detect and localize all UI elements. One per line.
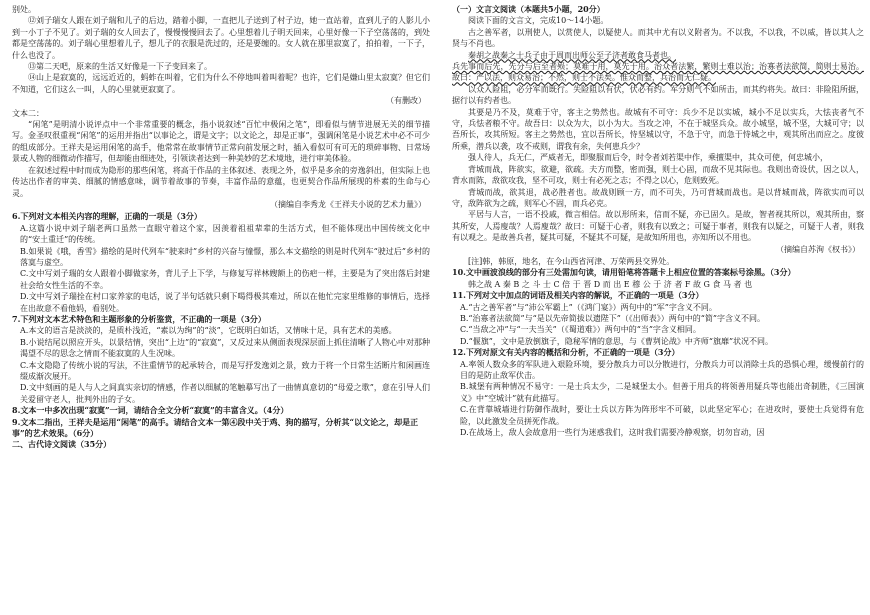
paragraph: 背城而战，阵欲实，欲避，欲疏。夫方而整，密而强，则士心固，而敌不见其际也。我则出奇设伏，因之以人，背水而陈，敌欲攻我，坚不可攻，则士有必死之志；不得之以心，危则致死。 [452, 164, 864, 186]
answer-option: A.“古之善军者”与“沛公军霸上”（《鸿门宴》）两句中的“军”字含义不同。 [460, 302, 717, 312]
paragraph: 其要是乃不及，莫难于守，客主之势然也。故城有不可守：兵少不足以实城，城小不足以实兵，大怯丧者气不守，兵怯者粮不守。故吾曰：以众为大，以小为大。当攻之冲，不在于城坚兵众。故小城坚，城不坚，大城可守；以吾所长，攻其所短。客主之势然也，宜以吾所长，恃坚城以守，不急于守，而急于恃城之中，观其所出而应之。度彼所乘，潜兵以袭，攻不戒则，谓我有余，失何患兵少？ [452, 107, 864, 151]
answer-option: D.在战场上，敌人会故意用一些行为迷惑我们，这时我们需要冷静观察，切勿盲动，因 [460, 428, 765, 438]
answer-option: A.本文的语言是淡淡的，是质朴浅近，“素以为绚”的“淡”，它既明白如话，又情味十足，具有艺术的美感。 [20, 326, 397, 336]
paragraph: ⑭山上是寂寞的，远远近近的，蚂蚱在叫着，它们为什么不停地叫着叫着呢？也许，它们是嫌山里太寂寞？但它们不知道，它们这么一叫，人的心里就更寂寞了。 [12, 73, 430, 94]
question-heading: 二、古代诗文阅读（35分） [12, 439, 112, 450]
source-citation: （有删改） [386, 96, 426, 106]
paragraph: 强人待人，兵无仁，严威者无，即聚服而后令，时令者刘若渠中作，乘擅渠中，其众可使，何忠城小， [468, 153, 828, 163]
question-heading: 7.下列对文本艺术特色和主题形象的分析鉴赏，不正确的一项是（3分） [12, 313, 266, 324]
answer-option: C.本文隐隐了传统小说的写法，不注重情节的起承转合，而是写抒发逸刘之景，致力于将一个日常生活断片和闲画连缀成渐次展开。 [20, 360, 430, 381]
paragraph: 秦胡之战秦之士兵子由于周而出师公至子济者敢食马者也。 [468, 50, 676, 60]
paragraph: 以众入险阻，必分军而既行。失险阻以有伏，伏必有约。军分则气不如所击，而其约将失。故曰：非险阻所据，据行以有约者也。 [452, 84, 864, 106]
source-citation: （摘编自苏洵《权书》） [776, 244, 860, 254]
answer-option: C.文中写刘子瑞的女人跟着小脚做家务，背儿子上下学，与修复写祥林嫂额上的伤疤一样，主要是为了突出落后封建社会给女性生活的不幸。 [20, 269, 430, 290]
answer-option: C.“当敌之冲”与“一夫当关”（《蜀道难》）两句中的“当”字含义相同。 [460, 325, 701, 335]
paragraph: 阅读下面的文言文，完成10～14小题。 [468, 16, 609, 26]
question-heading: 12.下列对原文有关内容的概括和分析，不正确的一项是（3分） [452, 347, 680, 358]
question-heading: 10.文中画波浪线的部分有三处需加句读，请用铅笔将答题卡上相应位置的答案标号涂黑。（3分） [452, 267, 796, 278]
question-heading: 6.下列对文本相关内容的理解，正确的一项是（3分） [12, 211, 202, 222]
left-column [12, 4, 430, 612]
answer-option: B.小说结尾以照应开头，以景结情，突出“上边”的“寂寞”，又反过来从侧面表现深层面上抓住清晰了人物心中对那种渴望不尽的思念之情而不能寂寞的人生况味。 [20, 337, 430, 359]
answer-option: C.在背靠城墙进行防御作战时，要让士兵以方阵为阵形牢不可破，以此坚定军心；在进攻时，要使士兵觉得有危险，以此激发全员拼死作战。 [460, 405, 864, 426]
paragraph: 背城而战，欲其退，战必胜者也。故战则顾一方，而不可失，乃可背城而战也。是以背城而战，阵欲实而可以守，敌阵欲为之疏，则军心不固，而兵必克。 [452, 187, 864, 208]
paragraph: ⑫刘子瑞女人跟在刘子瑞和儿子的后边，踏着小脚，一直把儿子送到了村子边，她一直站着，直到儿子的人影儿小到一小丁子不见了。刘子瑞的女人回去了，慢慢慢慢回去了。心里想着儿子明天回来，心里好像一下子空荡荡的，到处都是空荡荡的。刘子瑞心里想着儿子，想儿子的衣服是洗过的，还是要缠的。女人就在那里寂寞了，拍拍着，一下子，什么也没了。 [12, 16, 430, 60]
paragraph: 兵先事而后先，先分与后至者殒；莫难于用，莫先于用。治众者法繁，繁则士难以治；治寡者法欲简，简则士易治。故曰：严以法，则众易治；不然，则士不法矣。惟众而整，兵治而无仁疑。 [452, 62, 864, 83]
question-heading: （一）文言文阅读（本题共5小题，20分） [452, 4, 605, 14]
question-heading: 8.文本一中多次出现“寂寞”一词，请结合全文分析“寂寞”的丰富含义。（4分） [12, 405, 289, 416]
answer-option: B.“治寡者法欲简”与“是以先帝简拔以遗陛下”（《出师表》）两句中的“简”字含义不同。 [460, 313, 765, 323]
paragraph: 别处。 [12, 5, 36, 14]
question-heading: 11.下列对文中加点的词语及相关内容的解说，不正确的一项是（3分） [452, 290, 704, 301]
paragraph: 古之善军者，以刑使人，以赏使人，以疑使人。而其中尤有以义附者为。不以我，不以我，不以威，皆以其人之贤与不肖也。 [452, 27, 864, 49]
answer-option: A.率领人数众多的军队进入艰险环境，要分散兵力可以分散进行，分散兵力可以消除士兵的恐惧心理，缓慢前行的目的是防止敌军伏击。 [460, 359, 864, 380]
paragraph: 韩之战 A 秦 B 之 斗 士 C 倍 于 晋 D 而 出 E 穆 公 于 济 者 F 故 G 食 马 者 也 [468, 279, 753, 289]
paragraph: “闲笔”是明清小说评点中一个非常重要的概念，指小说叙述“百忙中极闲之笔”，即看似与情节进展无关的细节描写。金圣叹很重视“闲笔”的运用并指出“以事论之，谓是文字；以文论之，却是正事”，强调闲笔是小说艺术中必不可少的组成部分。王祥夫是运用闲笔的高手，他常常在故事情节正常向前发展之时，插入看似可有可无的琐碎事物、日常场景或人物的细微动作描写，但却能由细迹处，引领读者达到一种美妙的艺术境地，进行审美体验。 [12, 120, 430, 164]
paragraph: 文本二： [12, 108, 44, 118]
source-citation: （摘编自李秀龙《王祥夫小说的艺术力量》） [270, 199, 426, 209]
paragraph: 平居与人言，一语不投戚，微言相信。故以形所来，信而不疑，亦已固久。是故，智者视其所以，观其所由，察其所安，人焉廋哉？人焉廋哉？故曰：可疑于心者，则我有以致之；可疑于事者，则我有以疑之，可疑于人者，则我有以观之。是故善兵者，疑其可疑，不疑其不可疑，是故知所用也，亦知所以不用也。 [452, 210, 864, 243]
answer-option: D.“偃旗”，文中是放倒旗子，隐秘军情的意思，与《曹刿论战》中齐师“旗靡”状况不同。 [460, 336, 774, 346]
paragraph: ⑬第二天吧，原来的生活又好像是一下子变回来了。 [28, 62, 212, 72]
right-column [452, 4, 864, 612]
paragraph: 在叙述过程中时而成为隐形的那些闲笔，将高于作品的主体叙述、表现之外，似乎是多余的旁逸斜出，但实际上也传达出作者的审美、细腻的情感意味，调节着故事的节奏，丰富作品的意蕴，也更契合作品所展现的朴素的生命与心灵。 [12, 165, 430, 198]
answer-option: B.城堡有两种情况不易守：一是士兵太少，二是城堡太小。但善于用兵的将领善用疑兵等也能出奇制胜，《三国演义》中“空城计”就有此描写。 [460, 382, 864, 403]
paragraph: [注]韩，韩原，地名，在今山西省河津、万荣两县交界处。 [468, 256, 675, 266]
answer-option: D.文中刻画的是人与人之间真实亲切的情感，作者以细腻的笔触摹写出了一曲情真意切的“母爱之歌”，意在引导人们关爱留守老人，批判外出的子女。 [20, 383, 430, 404]
answer-option: D.文中写刘子瑞拴在村口家养家的电话，说了半句话就只剩下喝得极其难过，所以在他忙完家里维修的事情后，选择在出故意不看他妈，看别处。 [20, 292, 430, 313]
answer-option: B.如果说《哦，香雪》描绘的是时代列车“驶来时”乡村的兴奋与憧憬，那么本文描绘的则是时代列车“驶过后”乡村的落寞与虚空。 [20, 246, 430, 267]
answer-option: A.这篇小说中刘子瑞老两口虽然一直眼守着这个家，因羡着祖祖辈辈的生活方式，但不能体现出中国传统文化中的“安土重迁”的传统。 [20, 223, 430, 245]
question-heading: 9.文本二指出，王祥夫是运用“闲笔”的高手。请结合文本一第④段中关于鸡、狗的描写，分析其“以文论之，却是正事”的艺术效果。（6分） [12, 416, 419, 439]
